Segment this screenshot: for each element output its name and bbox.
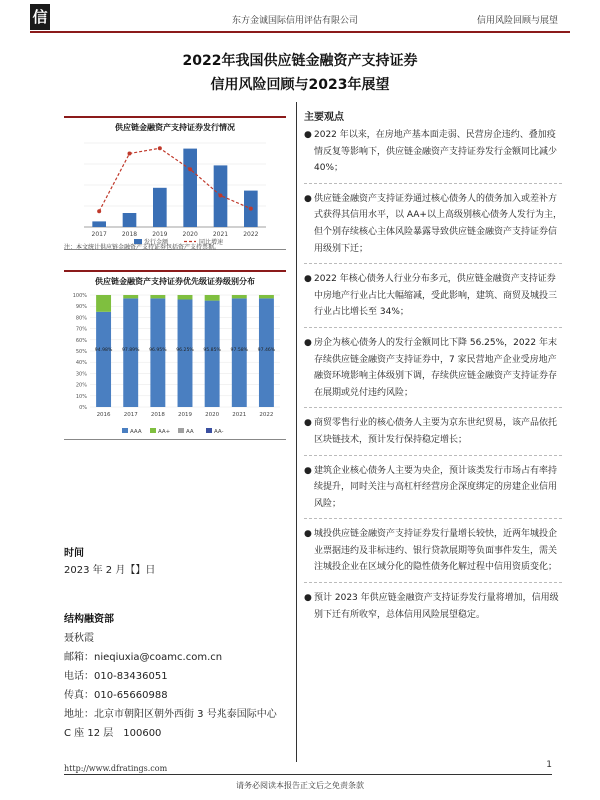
legend-label-AA+: AA+ xyxy=(158,429,171,435)
legend-swatch-AA- xyxy=(206,428,212,433)
y-tick-label: 50% xyxy=(75,349,87,355)
key-point-item: ● 建筑企业核心债务人主要为央企，预计该类发行市场占有率持续提升，同时关注与高杠杆经营房企深度绑定的房建企业信用风险； xyxy=(304,463,562,520)
legend-label-AA-: AA- xyxy=(214,429,224,435)
key-point-item: ● 供应链金融资产支持证券通过核心债务人的债务加入或差补方式获得其信用水平，以 AA+以上高级别核心债务人发行为主，但个别存续核心主体风险暴露导致供应链金融资产支持证券信用级别下迁； xyxy=(304,191,562,264)
bar-issuance-2020 xyxy=(183,149,197,227)
x-tick-label: 2018 xyxy=(121,231,138,238)
bar-AA+-2020 xyxy=(205,295,220,301)
y-tick-label: 90% xyxy=(75,304,87,311)
footer-url[interactable]: http://www.dfratings.com xyxy=(64,764,168,773)
contact-email[interactable]: 邮箱：nieqiuxia@coamc.com.cn xyxy=(64,652,223,663)
bullet-icon: ● xyxy=(304,337,312,348)
column-divider xyxy=(296,102,297,762)
legend-swatch-AA xyxy=(178,428,184,433)
data-label: 96.25% xyxy=(176,348,194,353)
issuance-chart-title: 供应链金融资产支持证券发行情况 xyxy=(115,123,235,132)
key-point-item: ● 2022 年核心债务人行业分布多元，供应链金融资产支持证券中房地产行业占比大幅缩减，受此影响，建筑、商贸及城投三行业占比增长至 34%； xyxy=(304,271,562,328)
bar-AA+-2019 xyxy=(178,295,193,299)
bar-issuance-2019 xyxy=(153,188,167,227)
footer-disclaimer: 请务必阅读本报告正文后之免责条款 xyxy=(236,781,364,790)
contact-name: 聂秋霞 xyxy=(64,633,94,644)
growth-point xyxy=(219,194,223,198)
bullet-icon: ● xyxy=(304,274,312,285)
data-label: 94.98% xyxy=(94,348,113,353)
issuance-chart-plot xyxy=(64,135,286,249)
footer-divider xyxy=(64,774,552,775)
department-label: 结构融资部 xyxy=(64,614,114,625)
header-company-name: 东方金诚国际信用评估有限公司 xyxy=(232,16,359,26)
growth-point xyxy=(97,209,101,213)
y-tick-label: 20% xyxy=(75,382,87,389)
time-block xyxy=(64,544,286,580)
data-label: 96.95% xyxy=(149,348,167,353)
data-label: 97.89% xyxy=(121,348,140,353)
legend-swatch-AA+ xyxy=(150,428,156,433)
key-point-item: ● 城投供应链金融资产支持证券发行量增长较快，近两年城投企业票据违约及非标违约、银行贷款展期等负面事件发生，需关注城投企业在区域分化的隐性债务化解过程中信用资质变化； xyxy=(304,526,562,583)
header-section-name: 信用风险回顾与展望 xyxy=(476,16,558,26)
contact-fax: 传真：010-65660988 xyxy=(64,690,168,701)
rating-chart-title: 供应链金融资产支持证券优先级证券级别分布 xyxy=(95,277,255,286)
contact-address-line1: 地址：北京市朝阳区朝外西街 3 号兆泰国际中心 xyxy=(64,709,277,720)
y-tick-label: 80% xyxy=(75,315,87,322)
x-tick-label: 2022 xyxy=(243,231,259,238)
legend-label-AAA: AAA xyxy=(130,429,142,435)
time-value: 2023 年 2 月【】日 xyxy=(64,565,156,576)
bar-AAA-2016 xyxy=(96,312,111,407)
data-label: 97.46% xyxy=(257,348,276,353)
x-tick-label: 2019 xyxy=(152,231,168,238)
x-tick-label: 2017 xyxy=(91,231,107,238)
x-tick-label: 2016 xyxy=(96,412,111,418)
bar-issuance-2018 xyxy=(123,213,137,227)
growth-point xyxy=(158,146,162,150)
y-tick-label: 30% xyxy=(75,371,87,378)
page-number: 1 xyxy=(546,760,552,770)
bar-AA+-2016 xyxy=(96,295,111,312)
x-tick-label: 2020 xyxy=(182,231,198,238)
y-tick-label: 40% xyxy=(75,360,87,367)
legend-label-AA: AA xyxy=(186,429,194,435)
y-tick-label: 70% xyxy=(75,326,87,333)
key-point-item: ● 2022 年以来，在房地产基本面走弱、民营房企违约、叠加疫情反复等影响下，供应链金融资产支持证券发行金额同比减少 40%； xyxy=(304,127,562,184)
bar-issuance-2017 xyxy=(92,221,106,227)
company-logo: 信 xyxy=(30,4,50,30)
issuance-chart xyxy=(64,116,286,250)
legend-label-issuance: 发行金额 xyxy=(144,239,169,246)
contact-address-line2: C 座 12 层 100600 xyxy=(64,728,162,739)
key-points-heading: 主要观点 xyxy=(304,112,344,123)
legend-swatch-AAA xyxy=(122,428,128,433)
rating-distribution-chart xyxy=(64,270,286,440)
y-tick-label: 100% xyxy=(72,293,87,299)
bullet-icon: ● xyxy=(304,529,312,540)
report-title-line2: 信用风险回顾与2023年展望 xyxy=(210,77,390,93)
rating-chart-plot xyxy=(64,289,286,439)
chart-note: 注：本文统计供应链金融资产支持证券包括资产支持票据。 xyxy=(64,244,221,251)
bar-AA+-2017 xyxy=(123,295,138,298)
data-label: 97.58% xyxy=(230,348,249,353)
x-tick-label: 2022 xyxy=(259,412,274,418)
y-tick-label: 60% xyxy=(75,337,87,344)
growth-point xyxy=(128,152,132,156)
growth-point xyxy=(249,207,253,211)
growth-line xyxy=(99,148,251,211)
contact-phone: 电话：010-83436051 xyxy=(64,671,168,682)
key-point-item: ● 预计 2023 年供应链金融资产支持证券发行量将增加，信用级别下迁有所收窄，总体信用风险展望稳定。 xyxy=(304,590,562,629)
bullet-icon: ● xyxy=(304,193,312,204)
bar-AAA-2020 xyxy=(205,301,220,407)
key-point-item: ● 商贸零售行业的核心债务人主要为京东世纪贸易，该产品依托区块链技术，预计发行保持稳定增长； xyxy=(304,415,562,455)
y-tick-label: 0% xyxy=(79,405,87,411)
time-label: 时间 xyxy=(64,548,84,559)
key-points xyxy=(304,108,562,636)
bar-AA+-2022 xyxy=(259,295,274,298)
bullet-icon: ● xyxy=(304,593,312,604)
y-tick-label: 10% xyxy=(75,393,87,400)
bar-AA+-2018 xyxy=(150,295,165,298)
data-label: 95.85% xyxy=(203,348,221,353)
x-tick-label: 2021 xyxy=(232,412,247,418)
bullet-icon: ● xyxy=(304,465,312,476)
legend-label-growth: 同比增速 xyxy=(199,239,224,246)
bar-AA+-2021 xyxy=(232,295,247,298)
x-tick-label: 2018 xyxy=(150,412,165,418)
x-tick-label: 2021 xyxy=(212,231,229,238)
x-tick-label: 2017 xyxy=(123,412,138,418)
bullet-icon: ● xyxy=(304,418,312,429)
key-point-item: ● 房企为核心债务人的发行金额同比下降 56.25%，2022 年末存续供应链金融资产支持证券中，7 家民营地产企业受房地产融资环境影响主体级别下调，存续供应链金融资产支持证券存在展期或兑付违约风险； xyxy=(304,335,562,408)
report-title-line1: 2022年我国供应链金融资产支持证券 xyxy=(182,53,418,69)
growth-point xyxy=(188,167,192,171)
x-tick-label: 2020 xyxy=(205,412,220,418)
bullet-icon: ● xyxy=(304,130,312,140)
contact-block xyxy=(64,610,286,743)
bar-AAA-2019 xyxy=(178,299,193,407)
header-divider xyxy=(30,31,570,33)
x-tick-label: 2019 xyxy=(178,412,192,418)
